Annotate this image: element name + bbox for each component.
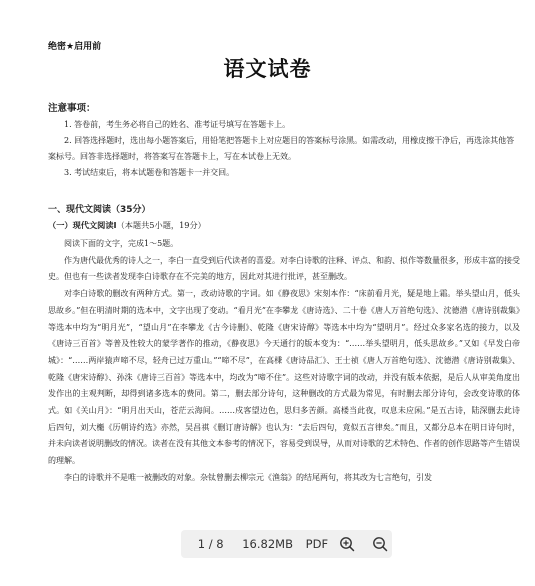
zoom-out-button[interactable] bbox=[367, 530, 392, 558]
viewer-toolbar bbox=[181, 530, 392, 558]
document-title: 语文试卷 bbox=[223, 56, 312, 81]
file-size: 16.82MB bbox=[242, 537, 293, 551]
notices-list bbox=[48, 117, 518, 181]
section-heading: 一、现代文阅读（35分） bbox=[48, 205, 151, 215]
notice-item: 3. 考试结束后，将本试题卷和答题卡一并交回。 bbox=[64, 168, 235, 177]
notice-heading: 注意事项： bbox=[48, 103, 96, 114]
zoom-out-icon bbox=[372, 536, 388, 552]
reading-passage bbox=[48, 236, 520, 487]
zoom-in-button[interactable] bbox=[335, 530, 360, 558]
passage-paragraph: 作为唐代最优秀的诗人之一，李白一直受到后代读者的喜爱。对李白诗歌的注释、评点、和韵、拟作等数量很多，形成丰富的接受史。但也有一些读者发现李白诗歌存在不完美的地方，因此对其进行批评，甚至删改。 bbox=[48, 255, 520, 282]
file-type: PDF bbox=[305, 537, 329, 551]
subsection-note: （本题共5小题，19分） bbox=[116, 220, 206, 230]
notice-item: 2. 回答选择题时，选出每小题答案后，用铅笔把答题卡上对应题目的答案标号涂黑。如需改动，用橡皮擦干净后，再选涂其他答案标号。回答非选择题时，将答案写在答题卡上，写在本试卷上无效。 bbox=[48, 136, 515, 161]
page-indicator: 1 / 8 bbox=[197, 537, 224, 551]
passage-paragraph: 李白的诗歌并不是唯一被删改的对象。杂钛曾删去柳宗元《渔翁》的结尾两句，将其改为七言绝句，引发 bbox=[64, 472, 432, 482]
passage-paragraph: 对李白诗歌的删改有两种方式。第一，改动诗歌的字词。如《静夜思》宋刻本作：“床前看月光，疑是地上霜。举头望山月，低头思故乡。”但在明清时期的选本中，文字出现了变动。“看月光”在李攀龙《唐诗选》、二十卷《唐人万首绝句选》、沈德潜《唐诗别裁集》等选本中均为“明月光”，“望山月”在李攀龙《古今诗删》、乾隆《唐宋诗醇》等选本中均为“望明月”。经过众多家名选的接力，以及《唐诗三百首》等普及性较大的蒙学著作的推动，《静夜思》今天通行的版本变为：“……举头望明月，低头思故乡。”又如《早发白帝城》：“……两岸猿声啼不尽，轻舟已过万重山。”“啼不尽”，在高棅《唐诗品汇》、王士祯《唐人万首绝句选》、沈德潜《唐诗别裁集》、乾隆《唐宋诗醇》、孙洙《唐诗三百首》等选本中，均改为“啼不住”。这些对诗歌字词的改动，并没有版本依据，是后人从审美角度出发作出的主观判断，却得到诸多选本的费同。第二，删去部分诗句，这种删改的方式最为常见，有时删去部分诗句，会改变诗歌的体式。如《关山月》：“明月出天山，苍茫云海间。……戍客望边色，思归多苦颜。高楼当此夜，叹息未应闲。”是五古诗，陆深删去此诗后四句，刘大櫆《历朝诗约选》亦然，吴昌祺《删订唐诗解》也认为：“去后四句，竟似五言律矣。”而且，又都分总本在明日诗句时，并未向读者说明删改的情况。读者在没有其他文本参考的情况下，容易受到误导，从而对诗歌的艺术特色、作者的创作思路等产生错误的理解。 bbox=[48, 289, 520, 466]
passage-paragraph: 阅读下面的文字，完成1～5题。 bbox=[64, 239, 179, 248]
subsection-label: （一）现代文阅读Ⅰ bbox=[48, 220, 117, 230]
subsection-heading bbox=[48, 220, 206, 231]
zoom-in-icon bbox=[339, 536, 355, 552]
confidential-mark: 绝密★启用前 bbox=[48, 42, 102, 52]
notice-item: 1. 答卷前，考生务必将自己的姓名、准考证号填写在答题卡上。 bbox=[64, 120, 291, 129]
